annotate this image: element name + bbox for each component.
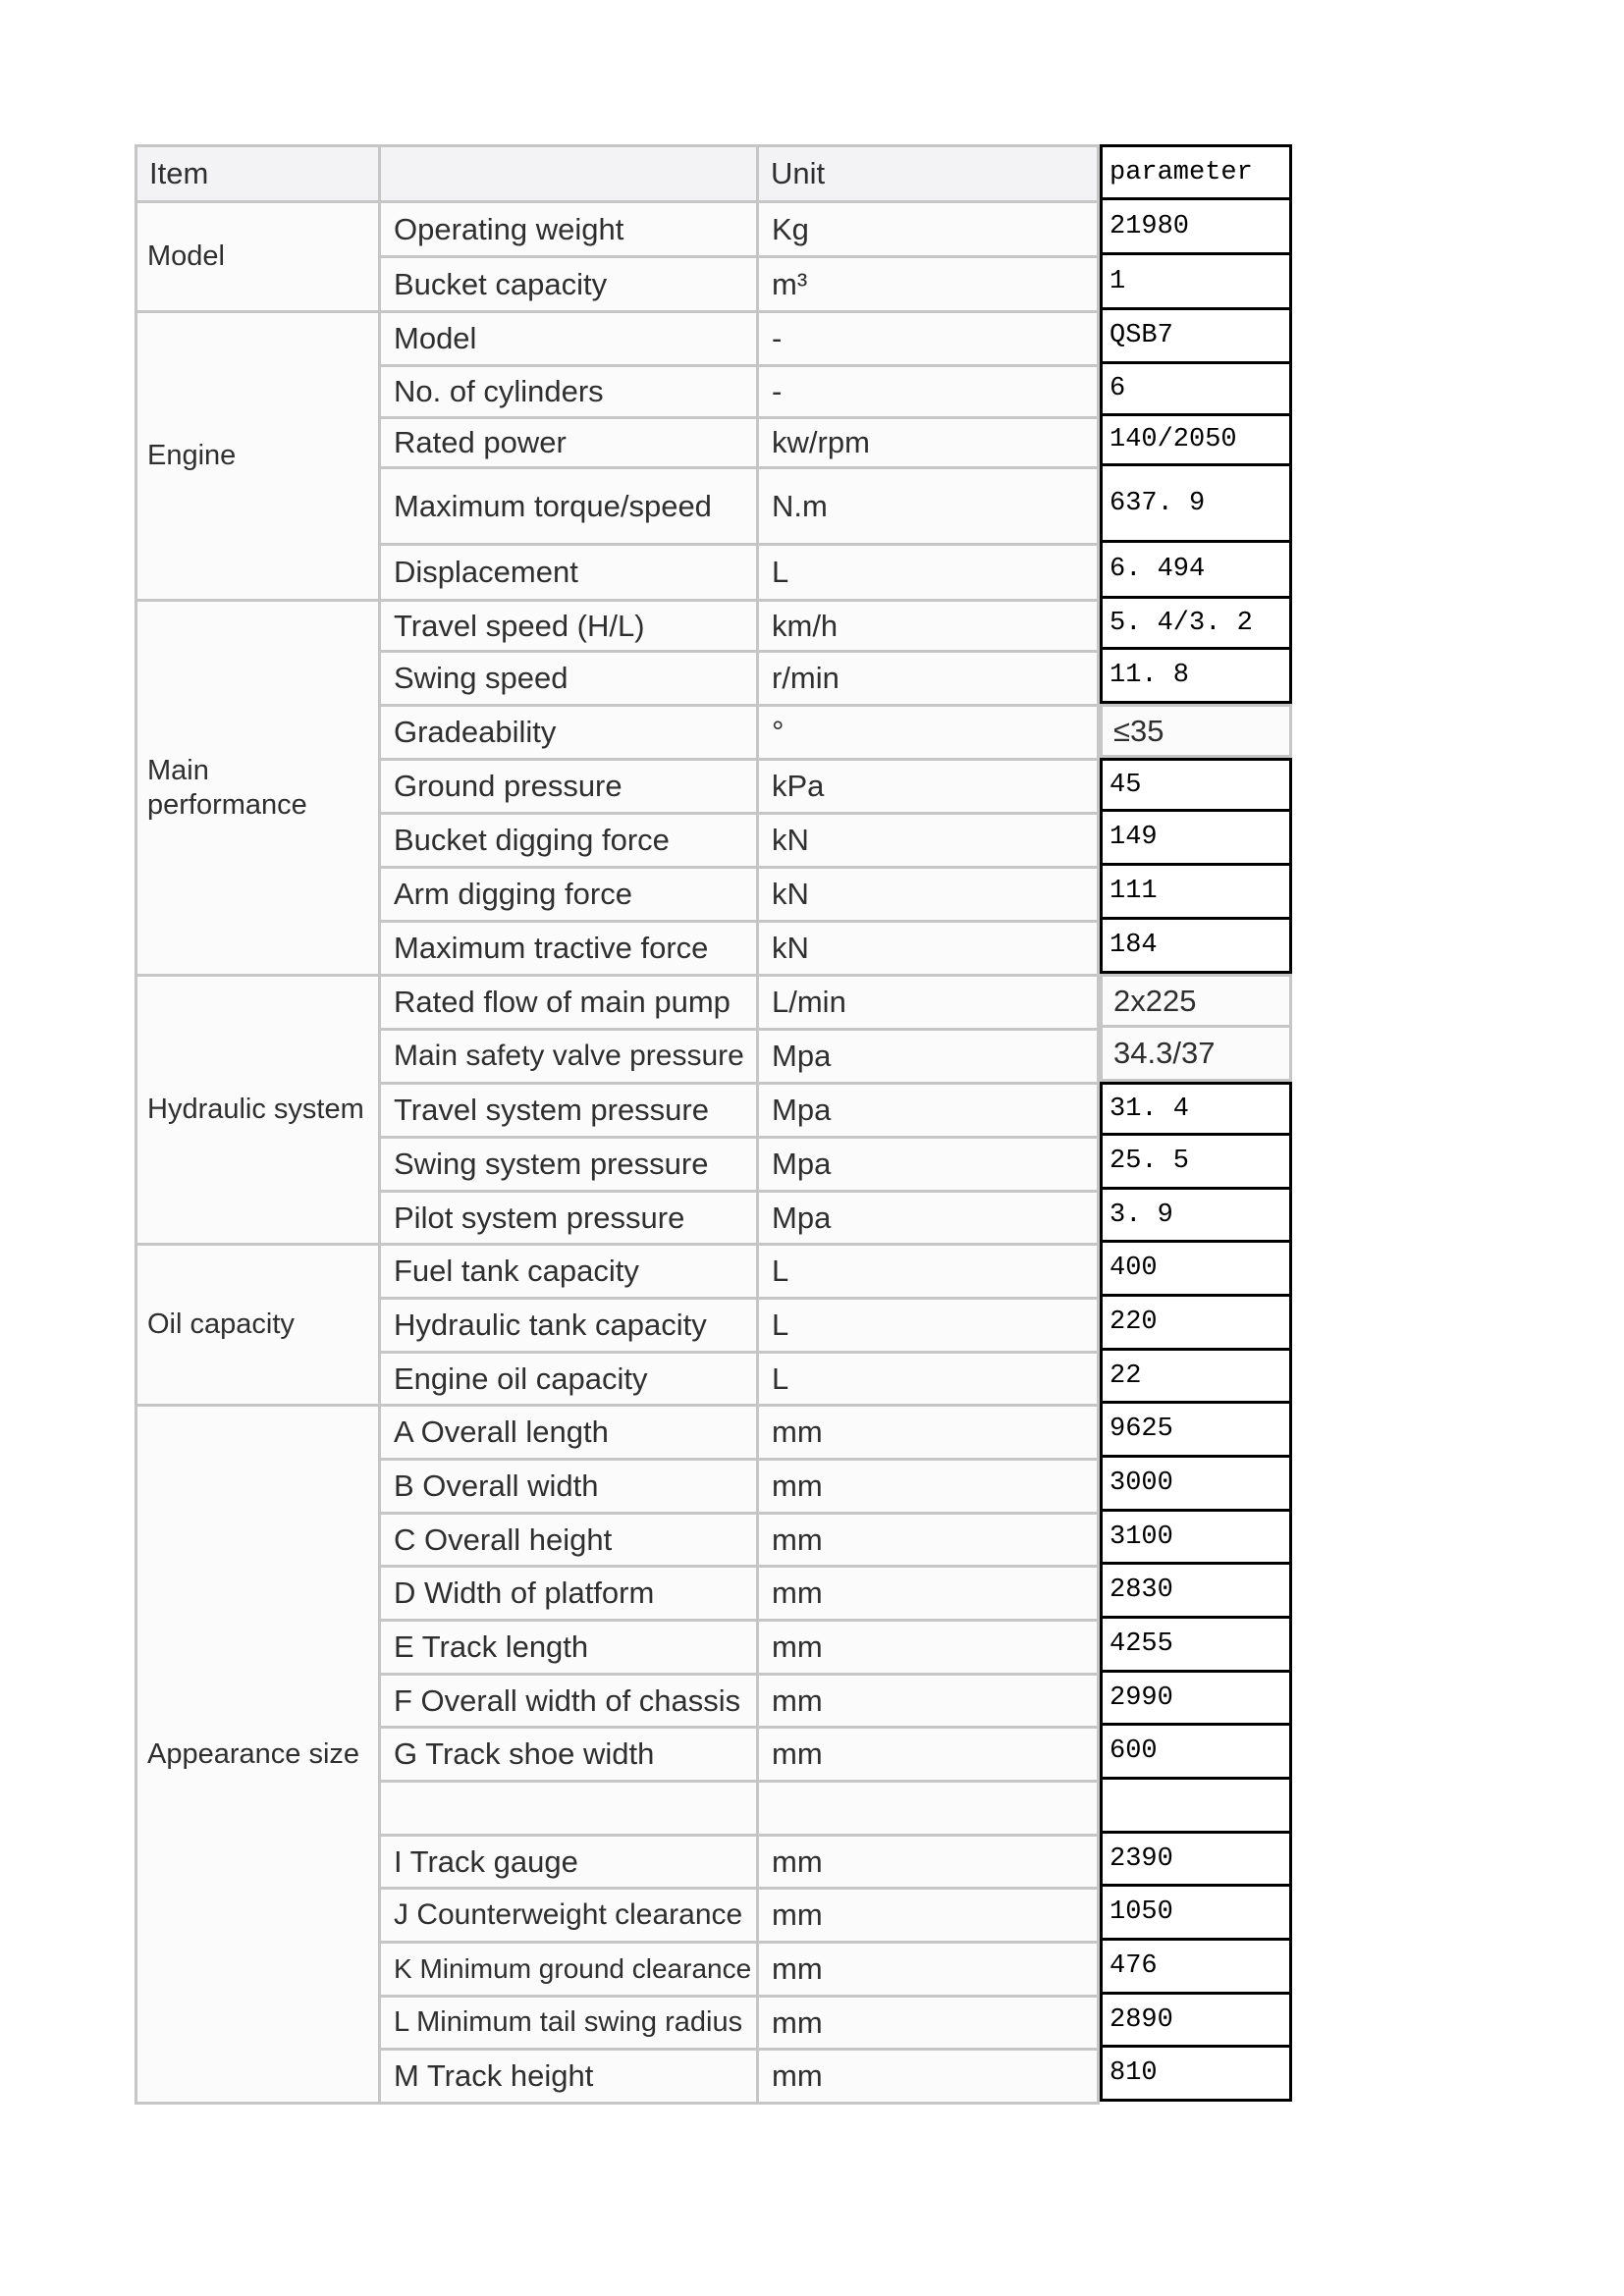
unit-cell: Mpa bbox=[758, 1138, 1099, 1192]
item-label-cell: Travel system pressure bbox=[380, 1084, 758, 1138]
item-label-cell: D Width of platform bbox=[380, 1567, 758, 1621]
item-label-cell: K Minimum ground clearance bbox=[380, 1943, 758, 1997]
parameter-cell: 2390 bbox=[1100, 1831, 1292, 1887]
parameter-cell: 2990 bbox=[1100, 1670, 1292, 1726]
parameter-cell: 4255 bbox=[1100, 1616, 1292, 1673]
group-label-cell: Main performance bbox=[136, 601, 380, 976]
unit-cell: L bbox=[758, 1245, 1099, 1299]
unit-cell: mm bbox=[758, 1406, 1099, 1460]
item-label-cell: C Overall height bbox=[380, 1514, 758, 1567]
item-label-cell: Main safety valve pressure bbox=[380, 1030, 758, 1084]
item-label-cell: Travel speed (H/L) bbox=[380, 601, 758, 652]
parameter-cell: 600 bbox=[1100, 1723, 1292, 1780]
header-parameter: parameter bbox=[1100, 144, 1292, 200]
item-label-cell: Ground pressure bbox=[380, 760, 758, 814]
unit-cell: mm bbox=[758, 1460, 1099, 1514]
parameter-cell: 1 bbox=[1100, 252, 1292, 310]
item-label-cell: Swing speed bbox=[380, 652, 758, 706]
unit-cell: kw/rpm bbox=[758, 418, 1099, 468]
item-label-cell: Rated power bbox=[380, 418, 758, 468]
item-label-cell: G Track shoe width bbox=[380, 1728, 758, 1782]
unit-cell: km/h bbox=[758, 601, 1099, 652]
header-subitem bbox=[380, 146, 758, 202]
group-label-cell: Engine bbox=[136, 312, 380, 601]
unit-cell: - bbox=[758, 366, 1099, 418]
unit-cell: kN bbox=[758, 868, 1099, 922]
item-label-cell: Gradeability bbox=[380, 706, 758, 760]
parameter-cell: 810 bbox=[1100, 2045, 1292, 2102]
item-label-cell: Swing system pressure bbox=[380, 1138, 758, 1192]
unit-cell: mm bbox=[758, 1621, 1099, 1675]
item-label-cell: Hydraulic tank capacity bbox=[380, 1299, 758, 1353]
parameter-cell: 5. 4/3. 2 bbox=[1100, 596, 1292, 650]
parameter-cell: 2890 bbox=[1100, 1992, 1292, 2048]
parameter-cell bbox=[1100, 1777, 1292, 1834]
parameter-cell: 476 bbox=[1100, 1938, 1292, 1995]
group-label-cell: Appearance size bbox=[136, 1406, 380, 2104]
parameter-cell: QSB7 bbox=[1100, 307, 1292, 364]
spec-table bbox=[135, 144, 1100, 2105]
spec-row bbox=[136, 601, 1099, 652]
header-item: Item bbox=[136, 146, 380, 202]
parameter-cell: 400 bbox=[1100, 1240, 1292, 1297]
unit-cell: mm bbox=[758, 1567, 1099, 1621]
spec-row bbox=[136, 202, 1099, 257]
item-label-cell: Rated flow of main pump bbox=[380, 976, 758, 1030]
spec-row bbox=[136, 1406, 1099, 1460]
unit-cell: kN bbox=[758, 814, 1099, 868]
unit-cell: L bbox=[758, 1299, 1099, 1353]
item-label-cell: No. of cylinders bbox=[380, 366, 758, 418]
parameter-cell: 637. 9 bbox=[1100, 463, 1292, 543]
unit-cell: mm bbox=[758, 2050, 1099, 2104]
unit-cell: Mpa bbox=[758, 1030, 1099, 1084]
parameter-cell: 6 bbox=[1100, 361, 1292, 416]
unit-cell: L bbox=[758, 1353, 1099, 1406]
item-label-cell: M Track height bbox=[380, 2050, 758, 2104]
parameter-cell: 3. 9 bbox=[1100, 1187, 1292, 1243]
parameter-cell: 11. 8 bbox=[1100, 647, 1292, 704]
item-label-cell: F Overall width of chassis bbox=[380, 1675, 758, 1728]
unit-cell bbox=[758, 1782, 1099, 1836]
unit-cell: mm bbox=[758, 1728, 1099, 1782]
group-label-cell: Oil capacity bbox=[136, 1245, 380, 1406]
item-label-cell: Fuel tank capacity bbox=[380, 1245, 758, 1299]
parameter-cell: 45 bbox=[1100, 758, 1292, 812]
unit-cell: m³ bbox=[758, 257, 1099, 312]
item-label-cell: A Overall length bbox=[380, 1406, 758, 1460]
unit-cell: mm bbox=[758, 1943, 1099, 1997]
parameter-cell: 6. 494 bbox=[1100, 540, 1292, 599]
spec-row bbox=[136, 1245, 1099, 1299]
unit-cell: N.m bbox=[758, 468, 1099, 545]
item-label-cell: B Overall width bbox=[380, 1460, 758, 1514]
item-label-cell: Operating weight bbox=[380, 202, 758, 257]
group-label-cell: Hydraulic system bbox=[136, 976, 380, 1245]
parameter-cell: 22 bbox=[1100, 1348, 1292, 1404]
item-label-cell: Maximum tractive force bbox=[380, 922, 758, 976]
parameter-cell: 34.3/37 bbox=[1100, 1025, 1292, 1082]
item-label-cell: J Counterweight clearance bbox=[380, 1889, 758, 1943]
unit-cell: kN bbox=[758, 922, 1099, 976]
item-label-cell: L Minimum tail swing radius bbox=[380, 1997, 758, 2050]
group-label-cell: Model bbox=[136, 202, 380, 312]
parameter-column bbox=[1100, 144, 1292, 2102]
item-label-cell: Pilot system pressure bbox=[380, 1192, 758, 1245]
parameter-cell: 2830 bbox=[1100, 1562, 1292, 1619]
parameter-cell: 149 bbox=[1100, 809, 1292, 866]
item-label-cell bbox=[380, 1782, 758, 1836]
unit-cell: L bbox=[758, 545, 1099, 601]
spec-row bbox=[136, 312, 1099, 366]
item-label-cell: Maximum torque/speed bbox=[380, 468, 758, 545]
parameter-cell: 220 bbox=[1100, 1294, 1292, 1351]
unit-cell: - bbox=[758, 312, 1099, 366]
spec-row bbox=[136, 976, 1099, 1030]
item-label-cell: Bucket capacity bbox=[380, 257, 758, 312]
unit-cell: mm bbox=[758, 1997, 1099, 2050]
parameter-cell: 9625 bbox=[1100, 1401, 1292, 1458]
item-label-cell: Engine oil capacity bbox=[380, 1353, 758, 1406]
header-unit: Unit bbox=[758, 146, 1099, 202]
parameter-cell: 3100 bbox=[1100, 1509, 1292, 1565]
unit-cell: mm bbox=[758, 1836, 1099, 1889]
parameter-cell: 184 bbox=[1100, 917, 1292, 974]
item-label-cell: Displacement bbox=[380, 545, 758, 601]
item-label-cell: Arm digging force bbox=[380, 868, 758, 922]
parameter-cell: ≤35 bbox=[1100, 704, 1292, 758]
unit-cell: Kg bbox=[758, 202, 1099, 257]
item-label-cell: Bucket digging force bbox=[380, 814, 758, 868]
unit-cell: kPa bbox=[758, 760, 1099, 814]
item-label-cell: I Track gauge bbox=[380, 1836, 758, 1889]
unit-cell: Mpa bbox=[758, 1192, 1099, 1245]
parameter-cell: 3000 bbox=[1100, 1455, 1292, 1512]
parameter-cell: 140/2050 bbox=[1100, 413, 1292, 466]
parameter-cell: 1050 bbox=[1100, 1884, 1292, 1941]
unit-cell: r/min bbox=[758, 652, 1099, 706]
unit-cell: L/min bbox=[758, 976, 1099, 1030]
item-label-cell: Model bbox=[380, 312, 758, 366]
parameter-cell: 111 bbox=[1100, 863, 1292, 920]
unit-cell: mm bbox=[758, 1514, 1099, 1567]
header-row bbox=[136, 146, 1099, 202]
parameter-cell: 21980 bbox=[1100, 197, 1292, 255]
unit-cell: ° bbox=[758, 706, 1099, 760]
parameter-cell: 31. 4 bbox=[1100, 1082, 1292, 1136]
unit-cell: mm bbox=[758, 1889, 1099, 1943]
item-label-cell: E Track length bbox=[380, 1621, 758, 1675]
parameter-cell: 2x225 bbox=[1100, 974, 1292, 1028]
parameter-cell: 25. 5 bbox=[1100, 1133, 1292, 1190]
unit-cell: mm bbox=[758, 1675, 1099, 1728]
unit-cell: Mpa bbox=[758, 1084, 1099, 1138]
